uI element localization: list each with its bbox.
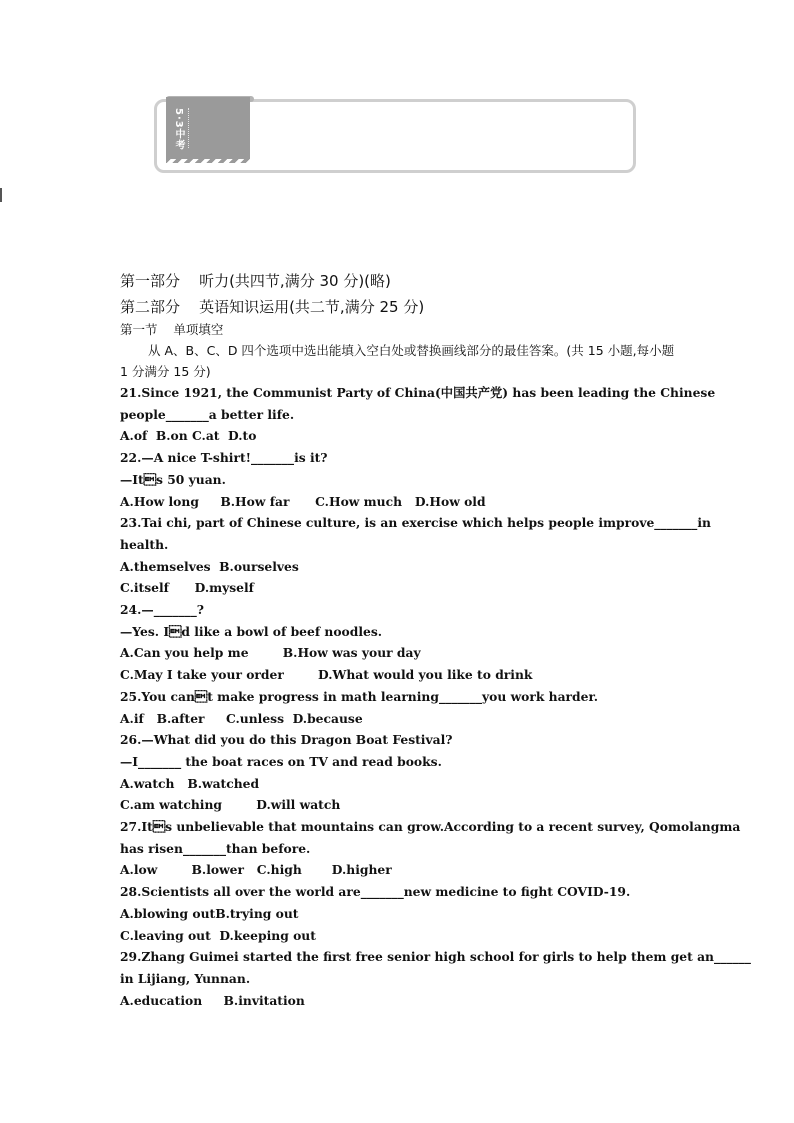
question-line: —Yes. Id like a bowl of beef noodles.	[120, 623, 383, 639]
badge-divider	[188, 108, 190, 148]
answer-options: A.of B.on C.at D.to	[120, 428, 257, 444]
answer-options: A.low B.lower C.high D.higher	[120, 862, 392, 878]
question-line: 22.—A nice T-shirt!_______is it?	[120, 450, 328, 466]
exam-content	[120, 268, 751, 1011]
part-two-heading: 第二部分 英语知识运用(共二节,满分 25 分)	[120, 298, 425, 316]
answer-options: C.am watching D.will watch	[120, 797, 341, 813]
answer-options: C.May I take your order D.What would you like to drink	[120, 667, 533, 683]
question-line: 27.Its unbelievable that mountains can grow.According to a recent survey, Qomolangma	[120, 819, 741, 835]
answer-options: A.education B.invitation	[120, 992, 305, 1008]
margin-mark	[0, 188, 4, 202]
question-line: 26.—What did you do this Dragon Boat Festival?	[120, 732, 453, 748]
section-instruction: 从 A、B、C、D 四个选项中选出能填入空白处或替换画线部分的最佳答案。(共 15 小题,每小题 1 分满分 15 分)	[120, 343, 675, 379]
part-one-heading: 第一部分 听力(共四节,满分 30 分)(略)	[120, 272, 391, 290]
question-line: —Its 50 yuan.	[120, 471, 226, 487]
answer-options: A.Can you help me B.How was your day	[120, 645, 421, 661]
answer-options: C.leaving out D.keeping out	[120, 927, 316, 943]
question-line: has risen_______than before.	[120, 840, 311, 856]
question-line: people_______a better life.	[120, 406, 295, 422]
question-list	[120, 382, 751, 1011]
badge-torn-edge	[166, 158, 250, 163]
answer-options: A.themselves B.ourselves	[120, 558, 299, 574]
question-line: 23.Tai chi, part of Chinese culture, is an exercise which helps people improve_______in	[120, 515, 711, 531]
question-line: health.	[120, 536, 169, 552]
answer-options: C.itself D.myself	[120, 580, 254, 596]
question-line: 28.Scientists all over the world are_______new medicine to fight COVID-19.	[120, 884, 631, 900]
badge-logo-text: 5·3中考	[173, 108, 184, 151]
answer-options: A.How long B.How far C.How much D.How old	[120, 493, 486, 509]
answer-options: A.watch B.watched	[120, 775, 260, 791]
question-line: 21.Since 1921, the Communist Party of China(中国共产党) has been leading the Chinese	[120, 385, 716, 400]
answer-options: A.if B.after C.unless D.because	[120, 710, 363, 726]
question-line: 29.Zhang Guimei started the first free senior high school for girls to help them get an______	[120, 949, 751, 965]
question-line: 24.—_______?	[120, 602, 204, 618]
question-line: —I_______ the boat races on TV and read books.	[120, 753, 442, 769]
section-title: 第一节 单项填空	[120, 322, 224, 337]
question-line: 25.You cant make progress in math learning_______you work harder.	[120, 688, 599, 704]
answer-options: A.blowing outB.trying out	[120, 905, 299, 921]
question-line: in Lijiang, Yunnan.	[120, 970, 251, 986]
